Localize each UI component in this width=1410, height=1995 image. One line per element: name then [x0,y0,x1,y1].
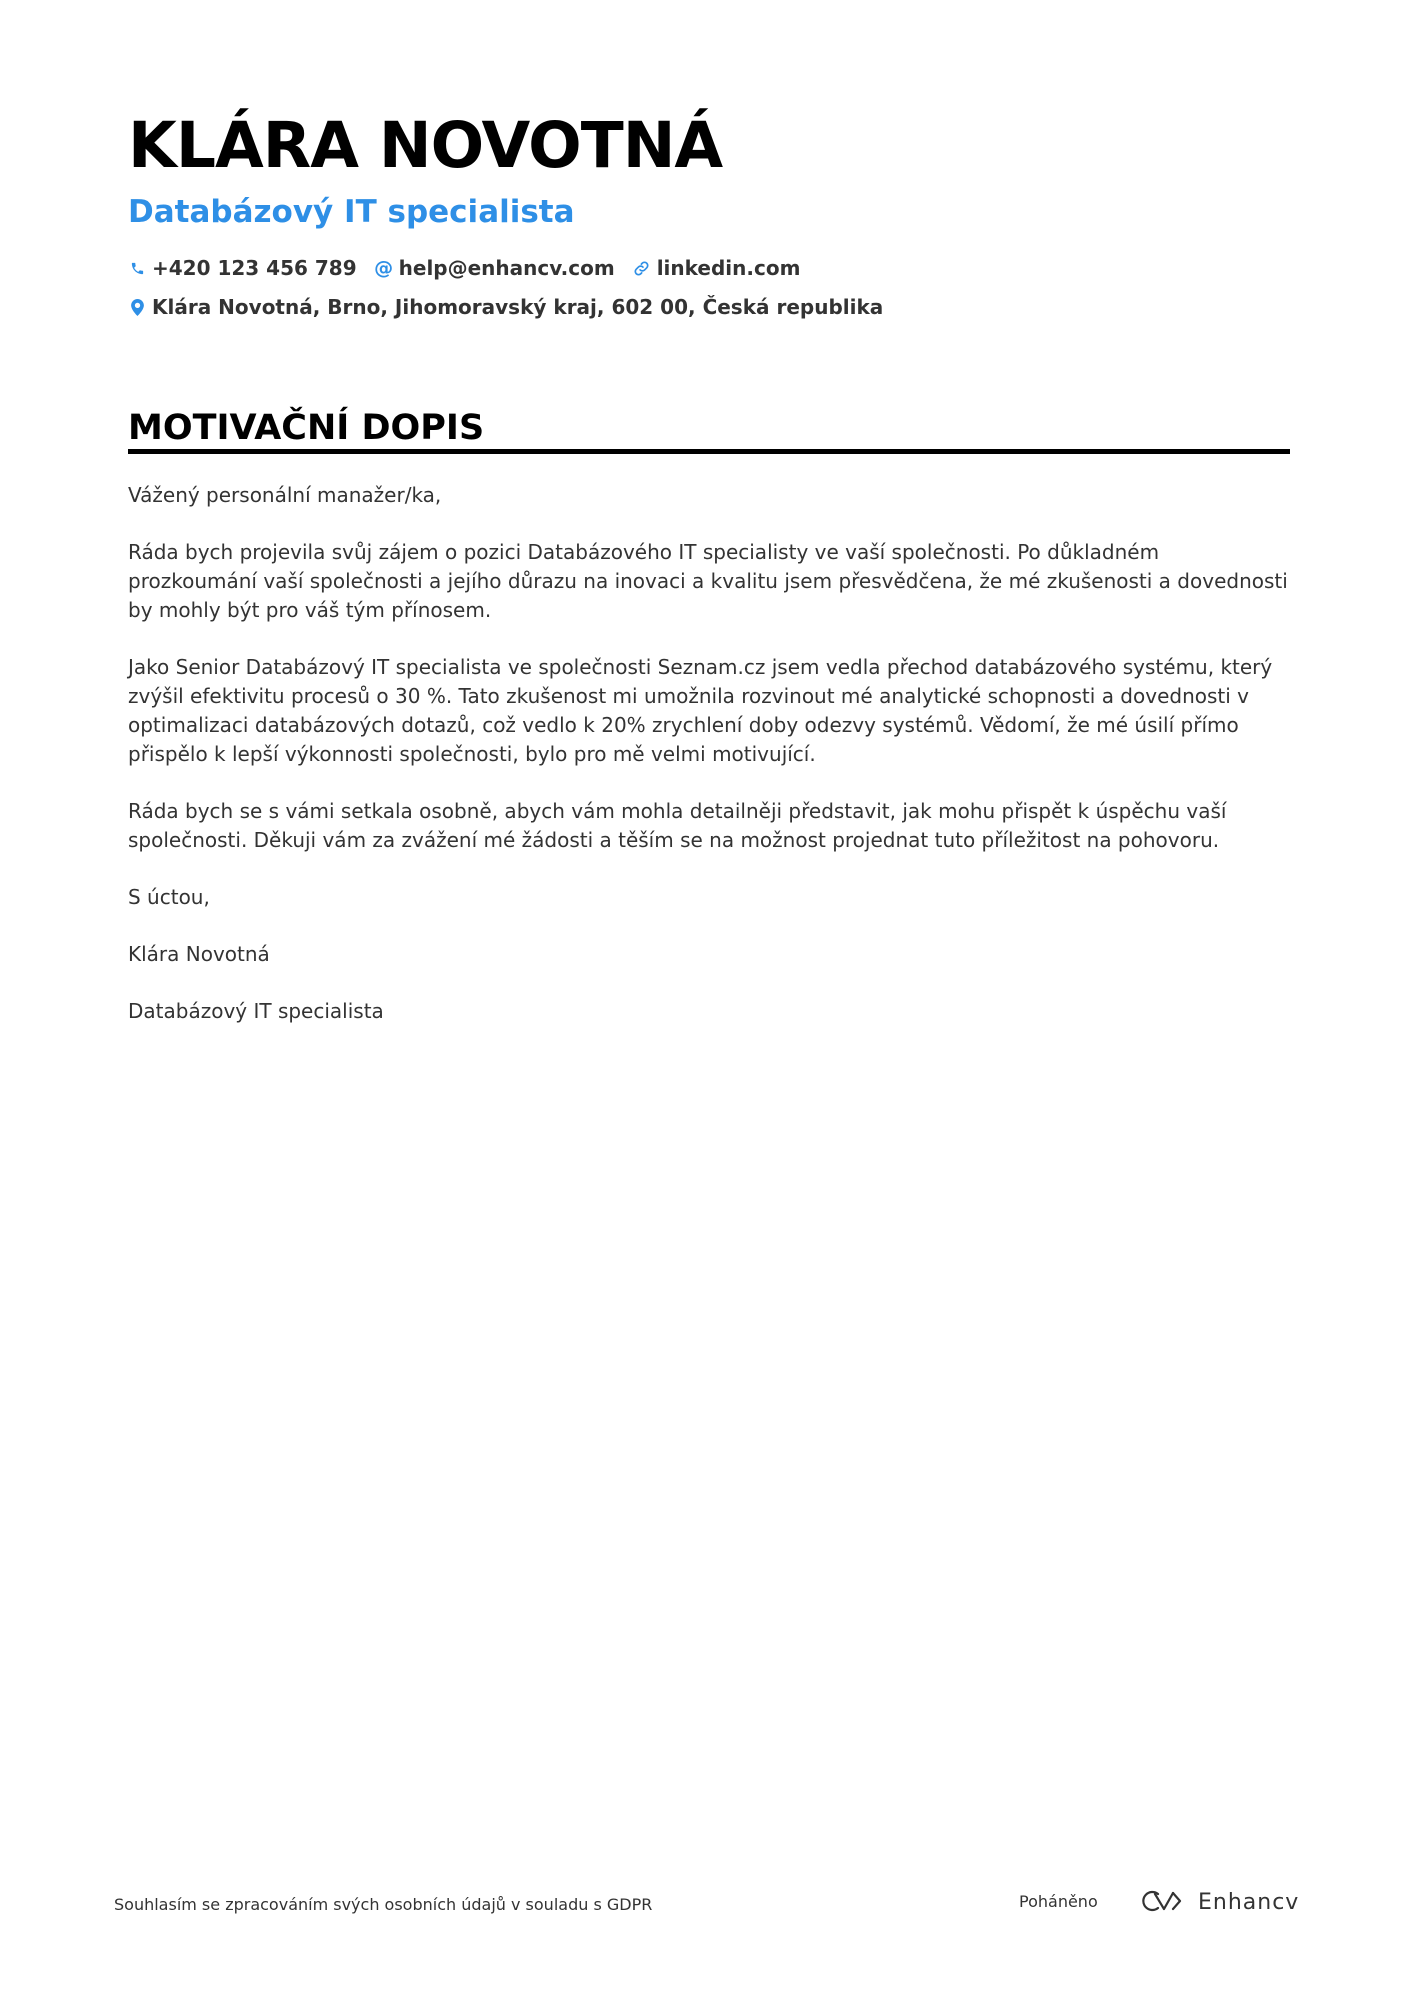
enhancv-logo[interactable] [1138,1888,1299,1918]
letter-closing: S úctou, [128,885,210,909]
phone-text: +420 123 456 789 [152,256,357,280]
location-pin-icon [128,298,146,316]
letter-paragraph: Ráda bych projevila svůj zájem o pozici Databázového IT specialisty ve vaší společnosti. Po důkladném prozkoumání vaší společnosti a jejího důrazu na inovaci a kvalitu jsem přesvědčena, že mé zkušenosti a dovednosti by mohly být pro váš tým přínosem. [128,540,1288,622]
contact-address [128,295,883,319]
contact-link [633,256,801,280]
enhancv-brand-text: Enhancv [1198,1890,1300,1915]
contact-email [375,256,615,280]
letter-paragraph: Ráda bych se s vámi setkala osobně, abych vám mohla detailněji představit, jak mohu přispět k úspěchu vaší společnosti. Děkuji vám za zvážení mé žádosti a těším se na možnost projednat tuto příležitost na pohovoru. [128,799,1227,852]
contact-row [128,254,818,282]
contact-phone [128,256,357,280]
phone-icon [128,259,146,277]
section-title: MOTIVAČNÍ DOPIS [128,408,485,448]
section-divider [128,449,1290,454]
letter-paragraph: Jako Senior Databázový IT specialista ve společnosti Seznam.cz jsem vedla přechod databázového systému, který zvýšil efektivitu procesů o 30 %. Tato zkušenost mi umožnila rozvinout mé analytické schopnosti a dovednosti v optimalizaci databázových dotazů, což vedlo k 20% zrychlení doby odezvy systémů. Vědomí, že mé úsilí přímo přispělo k lepší výkonnosti společnosti, bylo pro mě velmi motivující. [128,655,1273,766]
job-title: Databázový IT specialista [128,194,575,230]
link-icon [633,259,651,277]
link-text[interactable]: linkedin.com [656,256,801,280]
candidate-name: KLÁRA NOVOTNÁ [128,109,723,182]
address-row [128,293,901,321]
address-text: Klára Novotná, Brno, Jihomoravský kraj, 602 00, Česká republika [152,295,884,319]
powered-by-label: Poháněno [1019,1892,1098,1911]
enhancv-logo-icon [1138,1888,1184,1918]
at-sign-icon: @ [374,257,394,279]
email-text[interactable]: help@enhancv.com [398,256,615,280]
signature-title: Databázový IT specialista [128,999,384,1023]
letter-greeting: Vážený personální manažer/ka, [128,483,442,507]
signature-name: Klára Novotná [128,942,270,966]
gdpr-consent: Souhlasím se zpracováním svých osobních údajů v souladu s GDPR [114,1895,653,1914]
